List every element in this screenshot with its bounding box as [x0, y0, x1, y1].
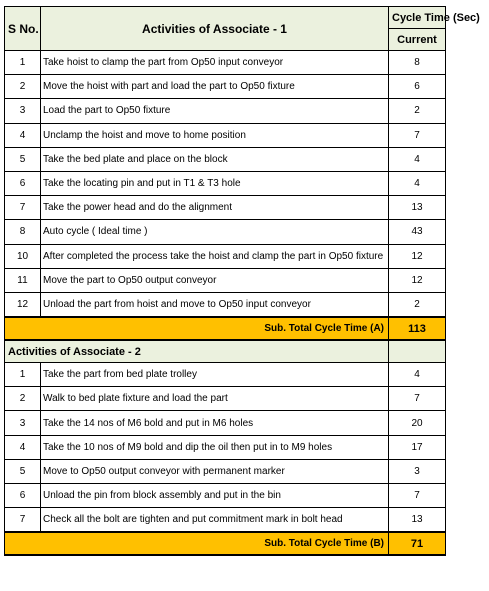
- table-row: [5, 508, 446, 533]
- row-cycle-time: 7: [389, 123, 446, 147]
- row-cycle-time: 4: [389, 363, 446, 387]
- table-row: [5, 363, 446, 387]
- header-activities: Activities of Associate - 1: [41, 7, 389, 51]
- row-sno: 5: [5, 147, 41, 171]
- row-cycle-time: 8: [389, 51, 446, 75]
- row-activity: Auto cycle ( Ideal time ): [41, 220, 389, 244]
- row-sno: 5: [5, 459, 41, 483]
- header-current: Current: [389, 29, 446, 51]
- row-cycle-time: 4: [389, 171, 446, 195]
- subtotal-row-a: [5, 317, 446, 340]
- table-body: [5, 7, 480, 556]
- table-row: [5, 147, 446, 171]
- section-empty-cell: [389, 340, 446, 363]
- row-activity: Take the bed plate and place on the block: [41, 147, 389, 171]
- row-sno: 3: [5, 411, 41, 435]
- row-sno: 12: [5, 292, 41, 317]
- row-cycle-time: 17: [389, 435, 446, 459]
- row-sno: 6: [5, 484, 41, 508]
- cycle-time-table: [4, 6, 480, 556]
- header-cycle-time: Cycle Time (Sec): [389, 7, 446, 29]
- row-cycle-time: 6: [389, 75, 446, 99]
- row-activity: Take hoist to clamp the part from Op50 input conveyor: [41, 51, 389, 75]
- row-cycle-time: 2: [389, 292, 446, 317]
- table-row: [5, 123, 446, 147]
- table-row: [5, 220, 446, 244]
- row-cycle-time: 13: [389, 508, 446, 533]
- row-activity: Check all the bolt are tighten and put commitment mark in bolt head: [41, 508, 389, 533]
- row-activity: Walk to bed plate fixture and load the part: [41, 387, 389, 411]
- row-cycle-time: 4: [389, 147, 446, 171]
- table-row: [5, 292, 446, 317]
- row-cycle-time: 12: [389, 244, 446, 268]
- row-activity: Take the part from bed plate trolley: [41, 363, 389, 387]
- row-sno: 4: [5, 123, 41, 147]
- row-activity: Move the hoist with part and load the part to Op50 fixture: [41, 75, 389, 99]
- row-sno: 4: [5, 435, 41, 459]
- table-row: [5, 196, 446, 220]
- row-activity: Move the part to Op50 output conveyor: [41, 268, 389, 292]
- section-title: Activities of Associate - 2: [5, 340, 389, 363]
- row-activity: Take the power head and do the alignment: [41, 196, 389, 220]
- row-activity: Take the 14 nos of M6 bold and put in M6 holes: [41, 411, 389, 435]
- row-cycle-time: 3: [389, 459, 446, 483]
- row-sno: 6: [5, 171, 41, 195]
- row-sno: 3: [5, 99, 41, 123]
- row-activity: Take the locating pin and put in T1 & T3 hole: [41, 171, 389, 195]
- row-sno: 7: [5, 508, 41, 533]
- header-sno: S No.: [5, 7, 41, 51]
- row-activity: Unclamp the hoist and move to home position: [41, 123, 389, 147]
- row-activity: After completed the process take the hoist and clamp the part in Op50 fixture: [41, 244, 389, 268]
- row-sno: 2: [5, 387, 41, 411]
- table-row: [5, 459, 446, 483]
- header-row-1: [5, 7, 446, 29]
- row-activity: Unload the pin from block assembly and put in the bin: [41, 484, 389, 508]
- table-row: [5, 75, 446, 99]
- row-sno: 11: [5, 268, 41, 292]
- row-activity: Unload the part from hoist and move to Op50 input conveyor: [41, 292, 389, 317]
- section-header-associate-2: [5, 340, 446, 363]
- table-row: [5, 435, 446, 459]
- row-cycle-time: 7: [389, 484, 446, 508]
- row-sno: 1: [5, 363, 41, 387]
- row-cycle-time: 2: [389, 99, 446, 123]
- table-row: [5, 244, 446, 268]
- row-cycle-time: 13: [389, 196, 446, 220]
- row-sno: 7: [5, 196, 41, 220]
- row-cycle-time: 20: [389, 411, 446, 435]
- row-cycle-time: 7: [389, 387, 446, 411]
- row-activity: Take the 10 nos of M9 bold and dip the oil then put in to M9 holes: [41, 435, 389, 459]
- table-row: [5, 99, 446, 123]
- table-row: [5, 268, 446, 292]
- subtotal-label-b: Sub. Total Cycle Time (B): [5, 532, 389, 555]
- table-row: [5, 411, 446, 435]
- subtotal-row-b: [5, 532, 446, 555]
- table-row: [5, 51, 446, 75]
- table-row: [5, 171, 446, 195]
- row-cycle-time: 43: [389, 220, 446, 244]
- row-sno: 10: [5, 244, 41, 268]
- row-sno: 2: [5, 75, 41, 99]
- table-row: [5, 387, 446, 411]
- subtotal-value-b: 71: [389, 532, 446, 555]
- subtotal-value-a: 113: [389, 317, 446, 340]
- table-row: [5, 484, 446, 508]
- row-sno: 8: [5, 220, 41, 244]
- row-sno: 1: [5, 51, 41, 75]
- row-activity: Load the part to Op50 fixture: [41, 99, 389, 123]
- subtotal-label-a: Sub. Total Cycle Time (A): [5, 317, 389, 340]
- row-activity: Move to Op50 output conveyor with permanent marker: [41, 459, 389, 483]
- row-cycle-time: 12: [389, 268, 446, 292]
